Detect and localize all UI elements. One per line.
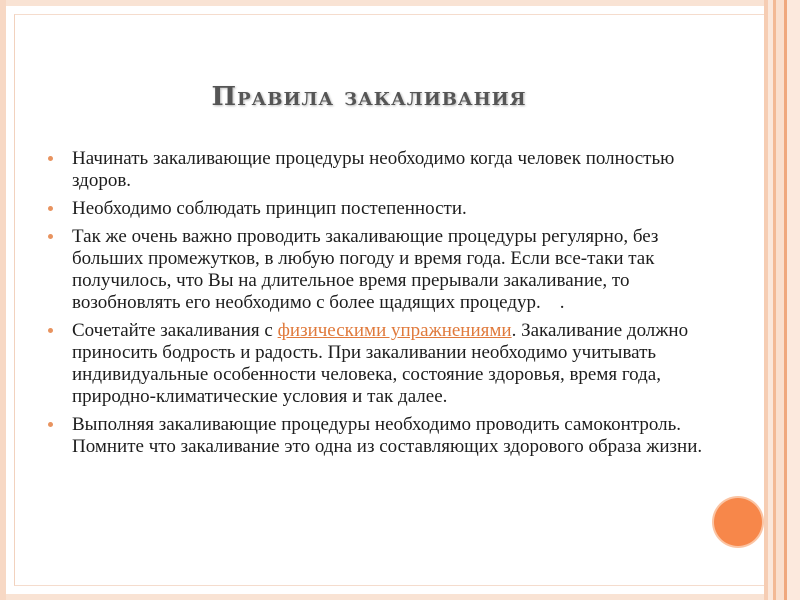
bullet-list (46, 148, 706, 464)
bullet-text-after: . Закаливание должно приносить бодрость и радость. При закаливании необходимо учитывать индивидуальные особенности человека, состояние здоровья, время года, природно-климатические условия и так далее. (72, 320, 689, 407)
bullet-dot-icon (48, 234, 53, 239)
right-stripe (776, 0, 784, 600)
bullet-dot-icon (48, 206, 53, 211)
decorative-circle (714, 498, 762, 546)
bullet-dot-icon (48, 328, 53, 333)
frame-top (0, 0, 800, 6)
bullet-item (46, 320, 706, 408)
bullet-text: Необходимо соблюдать принцип постепенности. (72, 198, 467, 219)
bullet-text: Так же очень важно проводить закаливающие процедуры регулярно, без больших промежутков, в любую погоду и время года. Если все-таки так получилось, что Вы на длительное время прерывали закаливание, то возобновлять его необходимо с более щадящих процедур. . (72, 226, 664, 313)
bullet-item (46, 226, 706, 314)
bullet-dot-icon (48, 156, 53, 161)
slide-title: Правила закаливания (211, 82, 527, 112)
exercise-link[interactable]: физическими упражнениями (277, 320, 512, 341)
frame-bottom (0, 594, 800, 600)
bullet-item (46, 148, 706, 192)
right-stripe (787, 0, 800, 600)
bullet-item (46, 414, 706, 458)
bullet-text: Выполняя закаливающие процедуры необходимо проводить самоконтроль. Помните что закаливание это одна из составляющих здорового образа жизни. (72, 414, 703, 457)
bullet-text: Начинать закаливающие процедуры необходимо когда человек полностью здоров. (72, 148, 675, 191)
bullet-text-before: Сочетайте закаливания с (72, 320, 278, 341)
bullet-dot-icon (48, 422, 53, 427)
bullet-item (46, 198, 706, 220)
